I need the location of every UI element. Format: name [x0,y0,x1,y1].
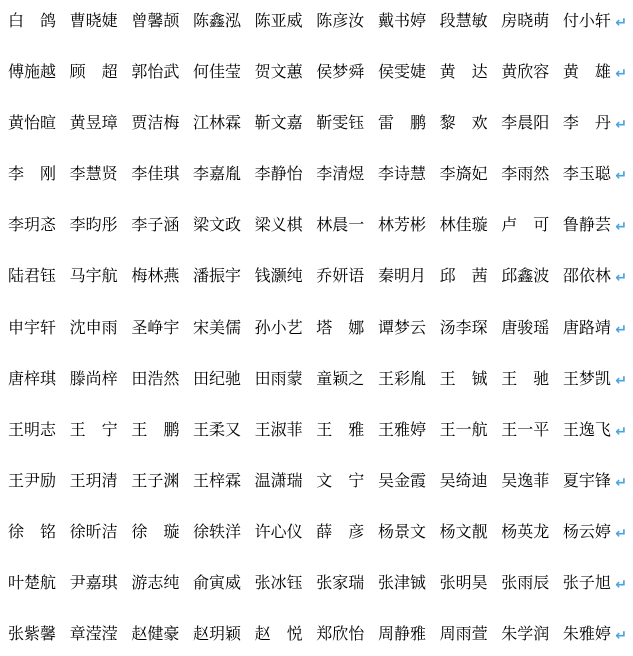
name-row [8,167,627,218]
name-row-names [8,321,611,337]
name-row-names [8,167,611,183]
name-item: 邱 茜 [439,268,488,286]
name-item: 徐昕洁 [69,523,118,541]
name-item: 陈鑫泓 [192,13,241,30]
name-item: 李诗慧 [377,166,426,184]
name-item: 王尹励 [8,472,57,490]
name-item: 鲁静芸 [562,217,611,235]
name-item: 付小轩 [562,13,611,30]
name-item: 侯雯婕 [377,64,426,82]
name-item: 田浩然 [131,370,180,388]
name-item: 唐梓琪 [8,370,57,388]
name-row-names [8,525,611,541]
name-item: 田雨蒙 [254,370,303,388]
name-item: 徐 铭 [8,523,57,541]
name-item: 赵健豪 [131,626,180,644]
name-item: 曾馨颉 [131,13,180,30]
name-item: 沈申雨 [69,319,118,337]
name-item: 吴逸菲 [501,472,550,490]
name-item: 张津铖 [377,575,426,593]
name-item: 陆君钰 [8,268,57,286]
name-item: 靳文嘉 [254,115,303,133]
name-item: 李雨然 [501,166,550,184]
name-item: 李旖妃 [439,166,488,184]
name-item: 郭怡武 [131,64,180,82]
name-item: 李 刚 [8,166,57,184]
name-item: 薛 彦 [316,523,365,541]
name-row-names [8,218,611,234]
name-item: 雷 鹏 [377,115,426,133]
name-row [8,269,627,320]
name-row [8,65,627,116]
name-item: 郑欣怡 [316,626,365,644]
name-item: 潘振宇 [192,268,241,286]
name-item: 邵依林 [562,268,611,286]
name-item: 李静怡 [254,166,303,184]
name-item: 李晨阳 [501,115,550,133]
name-item: 圣峥宇 [131,319,180,337]
name-item: 顾 超 [69,64,118,82]
name-item: 李 丹 [562,115,611,133]
name-row-names [8,627,611,643]
name-item: 叶楚航 [8,575,57,593]
name-item: 秦明月 [377,268,426,286]
line-break-icon: ↵ [615,525,627,542]
line-break-icon: ↵ [615,474,627,491]
name-item: 张明昊 [439,575,488,593]
name-row-names [8,116,611,132]
name-item: 梅林燕 [131,268,180,286]
name-item: 王 铖 [439,370,488,388]
name-item: 梁义棋 [254,217,303,235]
name-row-names [8,269,611,285]
name-item: 黄怡暄 [8,115,57,133]
line-break-icon: ↵ [615,423,627,440]
line-break-icon: ↵ [615,117,627,134]
name-item: 张家瑞 [316,575,365,593]
name-item: 李佳琪 [131,166,180,184]
line-break-icon: ↵ [615,628,627,645]
name-item: 李昀彤 [69,217,118,235]
name-item: 靳雯钰 [316,115,365,133]
name-row-names [8,474,611,490]
name-item: 吴金霞 [377,472,426,490]
name-item: 王明志 [8,421,57,439]
name-item: 江林霖 [192,115,241,133]
name-item: 段慧敏 [439,13,488,30]
name-item: 杨云婷 [562,523,611,541]
name-item: 黄 达 [439,64,488,82]
name-item: 滕尚梓 [69,370,118,388]
name-item: 李玉聪 [562,166,611,184]
name-item: 李玥忞 [8,217,57,235]
name-item: 梁文政 [192,217,241,235]
name-item: 陈彦汝 [316,13,365,30]
name-row [8,372,627,423]
line-break-icon: ↵ [615,219,627,236]
name-row [8,576,627,627]
name-item: 朱学润 [501,626,550,644]
line-break-icon: ↵ [615,15,627,31]
name-item: 贺文蕙 [254,64,303,82]
name-item: 徐 璇 [131,523,180,541]
name-item: 王子渊 [131,472,180,490]
name-item: 俞寅威 [192,575,241,593]
name-item: 邱鑫波 [501,268,550,286]
name-item: 黄 雄 [562,64,611,82]
name-item: 侯梦舜 [316,64,365,82]
name-item: 李嘉胤 [192,166,241,184]
line-break-icon: ↵ [615,321,627,338]
name-item: 文 宁 [316,472,365,490]
name-item: 白 鸽 [8,13,57,30]
name-item: 汤李琛 [439,319,488,337]
name-row-names [8,14,611,30]
name-item: 傅施越 [8,64,57,82]
name-item: 王 雅 [316,421,365,439]
name-item: 王玥清 [69,472,118,490]
line-break-icon: ↵ [615,168,627,185]
line-break-icon: ↵ [615,372,627,389]
name-row-names [8,423,611,439]
name-item: 游志纯 [131,575,180,593]
name-row [8,474,627,525]
name-item: 徐轶洋 [192,523,241,541]
name-row [8,218,627,269]
name-item: 李清煜 [316,166,365,184]
name-item: 王一航 [439,421,488,439]
name-item: 林芳彬 [377,217,426,235]
name-item: 黎 欢 [439,115,488,133]
name-item: 王雅婷 [377,421,426,439]
name-item: 卢 可 [501,217,550,235]
name-item: 王彩胤 [377,370,426,388]
name-item: 温潇瑞 [254,472,303,490]
name-item: 张子旭 [562,575,611,593]
name-item: 王淑菲 [254,421,303,439]
name-row [8,116,627,167]
name-item: 吴绮迪 [439,472,488,490]
name-item: 杨景文 [377,523,426,541]
name-item: 童颖之 [316,370,365,388]
name-item: 夏宇锋 [562,472,611,490]
line-break-icon: ↵ [615,66,627,83]
name-item: 尹嘉琪 [69,575,118,593]
name-item: 何佳莹 [192,64,241,82]
line-break-icon: ↵ [615,270,627,287]
name-item: 王逸飞 [562,421,611,439]
name-item: 戴书婷 [377,13,426,30]
name-item: 王 驰 [501,370,550,388]
name-row [8,14,627,65]
name-item: 杨英龙 [501,523,550,541]
name-item: 朱雅婷 [562,626,611,644]
name-item: 王 鹏 [131,421,180,439]
name-item: 赵 悦 [254,626,303,644]
name-row [8,321,627,372]
name-row-names [8,65,611,81]
name-item: 曹晓婕 [69,13,118,30]
name-item: 唐路靖 [562,319,611,337]
name-item: 杨文靓 [439,523,488,541]
name-item: 张紫馨 [8,626,57,644]
name-item: 林佳璇 [439,217,488,235]
name-item: 塔 娜 [316,319,365,337]
name-item: 谭梦云 [377,319,426,337]
name-item: 孙小艺 [254,319,303,337]
name-item: 房晓萌 [501,13,550,30]
name-item: 宋美儒 [192,319,241,337]
name-item: 赵玥颖 [192,626,241,644]
name-row [8,525,627,576]
name-row-names [8,372,611,388]
name-item: 王一平 [501,421,550,439]
line-break-icon: ↵ [615,577,627,594]
name-row [8,627,627,656]
name-list [8,14,627,656]
name-item: 李慧贤 [69,166,118,184]
name-item: 许心仪 [254,523,303,541]
name-item: 周静雅 [377,626,426,644]
name-item: 王梦凯 [562,370,611,388]
name-item: 唐骏瑶 [501,319,550,337]
name-row-names [8,576,611,592]
name-item: 乔妍语 [316,268,365,286]
name-item: 王梓霖 [192,472,241,490]
name-item: 陈亚威 [254,13,303,30]
name-item: 王柔又 [192,421,241,439]
name-item: 张雨辰 [501,575,550,593]
name-item: 张冰钰 [254,575,303,593]
name-item: 周雨萱 [439,626,488,644]
name-item: 黄昱璋 [69,115,118,133]
name-item: 田纪驰 [192,370,241,388]
name-item: 贾洁梅 [131,115,180,133]
name-item: 马宇航 [69,268,118,286]
name-item: 章滢滢 [69,626,118,644]
name-item: 申宇轩 [8,319,57,337]
name-item: 钱灏纯 [254,268,303,286]
name-item: 李子涵 [131,217,180,235]
name-item: 黄欣容 [501,64,550,82]
name-item: 林晨一 [316,217,365,235]
name-item: 王 宁 [69,421,118,439]
name-row [8,423,627,474]
